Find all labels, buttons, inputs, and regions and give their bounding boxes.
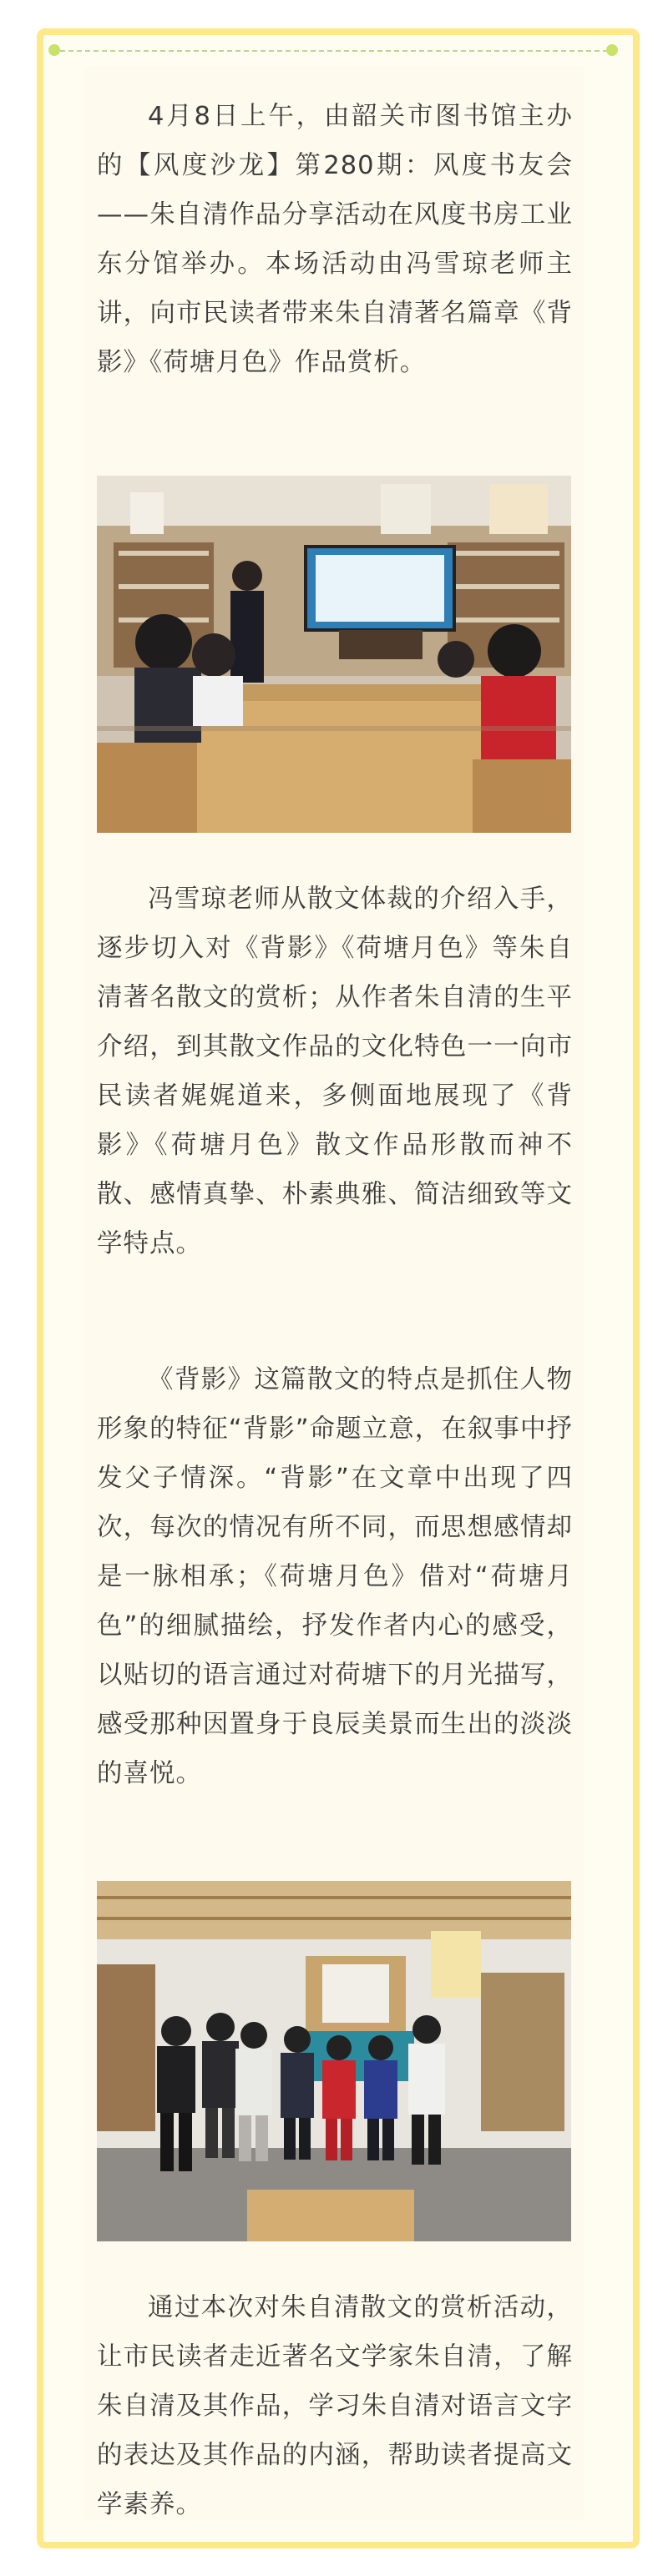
paragraph-beiying-analysis: 《背影》这篇散文的特点是抓住人物形象的特征“背影”命题立意，在叙事中抒发父子情深。“背影”在文章中出现了四次，每次的情况有所不同，而思想感情却是一脉相承；《荷塘月色》借对“荷塘月色”的细腻描绘，抒发作者内心的感受，以贴切的语言通过对荷塘下的月光描写，感受那种因置身于良辰美景而生出的淡淡的喜悦。	[97, 1365, 573, 1788]
right-dot-ornament	[606, 44, 618, 56]
paragraph-conclusion: 通过本次对朱自清散文的赏析活动，让市民读者走近著名文学家朱自清，了解朱自清及其作品，学习朱自清对语言文字的表达及其作品的内涵，帮助读者提高文学素养。	[97, 2293, 573, 2519]
left-dot-ornament	[48, 44, 60, 56]
paragraph-lecture-overview: 冯雪琼老师从散文体裁的介绍入手，逐步切入对《背影》《荷塘月色》等朱自清著名散文的赏析；从作者朱自清的生平介绍，到其散文作品的文化特色一一向市民读者娓娓道来，多侧面地展现了《背影》《荷塘月色》散文作品形散而神不散、感情真挚、朴素典雅、简洁细致等文学特点。	[97, 885, 573, 1258]
photo-lecture-illustration	[97, 476, 571, 833]
photo-group-illustration	[97, 1881, 571, 2241]
top-dashed-divider	[52, 50, 616, 52]
photo-lecture	[97, 476, 571, 833]
paragraph-intro: 4月8日上午，由韶关市图书馆主办的【风度沙龙】第280期：风度书友会——朱自清作品分享活动在风度书房工业东分馆举办。本场活动由冯雪琼老师主讲，向市民读者带来朱自清著名篇章《背影》《荷塘月色》作品赏析。	[97, 102, 573, 377]
photo-group	[97, 1881, 571, 2241]
